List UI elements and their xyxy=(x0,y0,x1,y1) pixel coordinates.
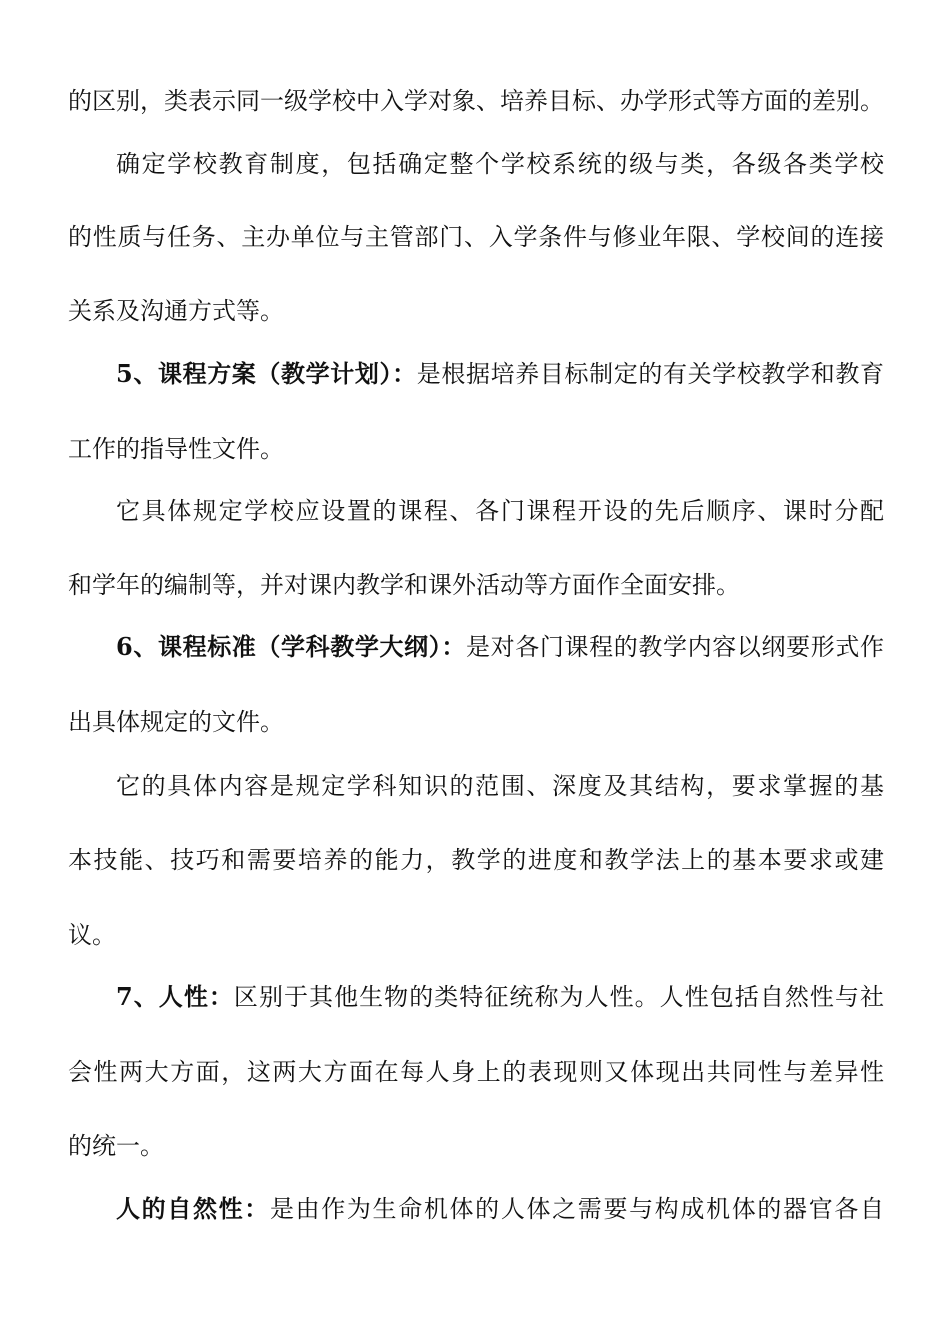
definition-term: 人的自然性： xyxy=(116,1194,270,1223)
line-text: 的性质与任务、主办单位与主管部门、入学条件与修业年限、学校间的连接 xyxy=(68,223,884,251)
text-line xyxy=(116,494,884,528)
text-line xyxy=(68,1055,884,1089)
line-text: 工作的指导性文件。 xyxy=(68,435,284,463)
line-text: 关系及沟通方式等。 xyxy=(68,297,284,325)
text-line xyxy=(68,568,884,602)
text-line xyxy=(116,769,884,803)
text-line xyxy=(116,630,884,664)
line-text: 的区别，类表示同一级学校中入学对象、培养目标、办学形式等方面的差别。 xyxy=(68,87,884,115)
text-line xyxy=(68,1129,884,1163)
line-text: 区别于其他生物的类特征统称为人性。人性包括自然性与社 xyxy=(233,983,885,1011)
definition-term: 5、课程方案（教学计划）： xyxy=(116,359,417,388)
text-line xyxy=(68,220,884,254)
line-text: 议。 xyxy=(68,921,116,949)
line-text: 本技能、技巧和需要培养的能力，教学的进度和教学法上的基本要求或建 xyxy=(68,846,884,874)
text-line xyxy=(68,294,884,328)
line-text: 是根据培养目标制定的有关学校教学和教育 xyxy=(416,360,885,388)
text-line xyxy=(116,980,884,1014)
text-line xyxy=(68,84,884,118)
line-text: 和学年的编制等，并对课内教学和课外活动等方面作全面安排。 xyxy=(68,571,740,599)
definition-term: 7、人性： xyxy=(116,982,234,1011)
line-text: 会性两大方面，这两大方面在每人身上的表现则又体现出共同性与差异性 xyxy=(68,1058,884,1086)
line-text: 确定学校教育制度，包括确定整个学校系统的级与类，各级各类学校 xyxy=(116,150,884,178)
text-line xyxy=(116,357,884,391)
text-line xyxy=(116,1192,884,1226)
text-line xyxy=(68,432,884,466)
line-text: 是由作为生命机体的人体之需要与构成机体的器官各自 xyxy=(269,1195,885,1223)
line-text: 是对各门课程的教学内容以纲要形式作 xyxy=(466,633,885,661)
line-text: 出具体规定的文件。 xyxy=(68,708,284,736)
text-line xyxy=(116,147,884,181)
text-line xyxy=(68,918,884,952)
text-line xyxy=(68,705,884,739)
line-text: 的统一。 xyxy=(68,1132,164,1160)
text-line xyxy=(68,843,884,877)
line-text: 它的具体内容是规定学科知识的范围、深度及其结构，要求掌握的基 xyxy=(116,772,884,800)
definition-term: 6、课程标准（学科教学大纲）： xyxy=(116,632,467,661)
line-text: 它具体规定学校应设置的课程、各门课程开设的先后顺序、课时分配 xyxy=(116,497,884,525)
